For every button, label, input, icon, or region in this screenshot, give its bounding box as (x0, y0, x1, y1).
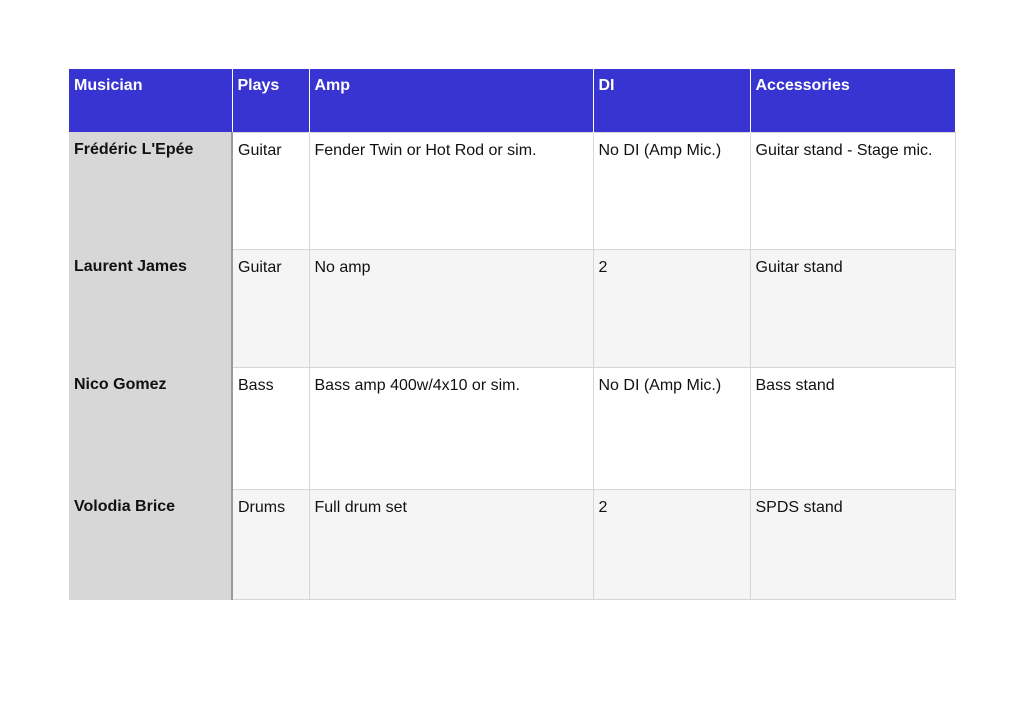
table-header (69, 69, 955, 132)
plays-cell: Guitar (232, 132, 309, 249)
musician-cell: Laurent James (69, 249, 232, 367)
accessories-cell: Bass stand (750, 367, 955, 489)
table-row (69, 132, 955, 249)
musician-cell: Nico Gomez (69, 367, 232, 489)
header-amp: Amp (309, 69, 593, 132)
table-body (69, 132, 955, 599)
table-row (69, 249, 955, 367)
di-cell: 2 (593, 489, 750, 599)
table-row (69, 367, 955, 489)
header-plays: Plays (232, 69, 309, 132)
di-cell: No DI (Amp Mic.) (593, 367, 750, 489)
plays-cell: Guitar (232, 249, 309, 367)
amp-cell: Fender Twin or Hot Rod or sim. (309, 132, 593, 249)
accessories-cell: Guitar stand - Stage mic. (750, 132, 955, 249)
accessories-cell: SPDS stand (750, 489, 955, 599)
plays-cell: Drums (232, 489, 309, 599)
plays-cell: Bass (232, 367, 309, 489)
tech-rider-table (69, 69, 956, 600)
amp-cell: Full drum set (309, 489, 593, 599)
header-row (69, 69, 955, 132)
musician-cell: Frédéric L'Epée (69, 132, 232, 249)
amp-cell: No amp (309, 249, 593, 367)
musician-cell: Volodia Brice (69, 489, 232, 599)
amp-cell: Bass amp 400w/4x10 or sim. (309, 367, 593, 489)
di-cell: No DI (Amp Mic.) (593, 132, 750, 249)
header-di: DI (593, 69, 750, 132)
table-row (69, 489, 955, 599)
accessories-cell: Guitar stand (750, 249, 955, 367)
header-accessories: Accessories (750, 69, 955, 132)
header-musician: Musician (69, 69, 232, 132)
di-cell: 2 (593, 249, 750, 367)
